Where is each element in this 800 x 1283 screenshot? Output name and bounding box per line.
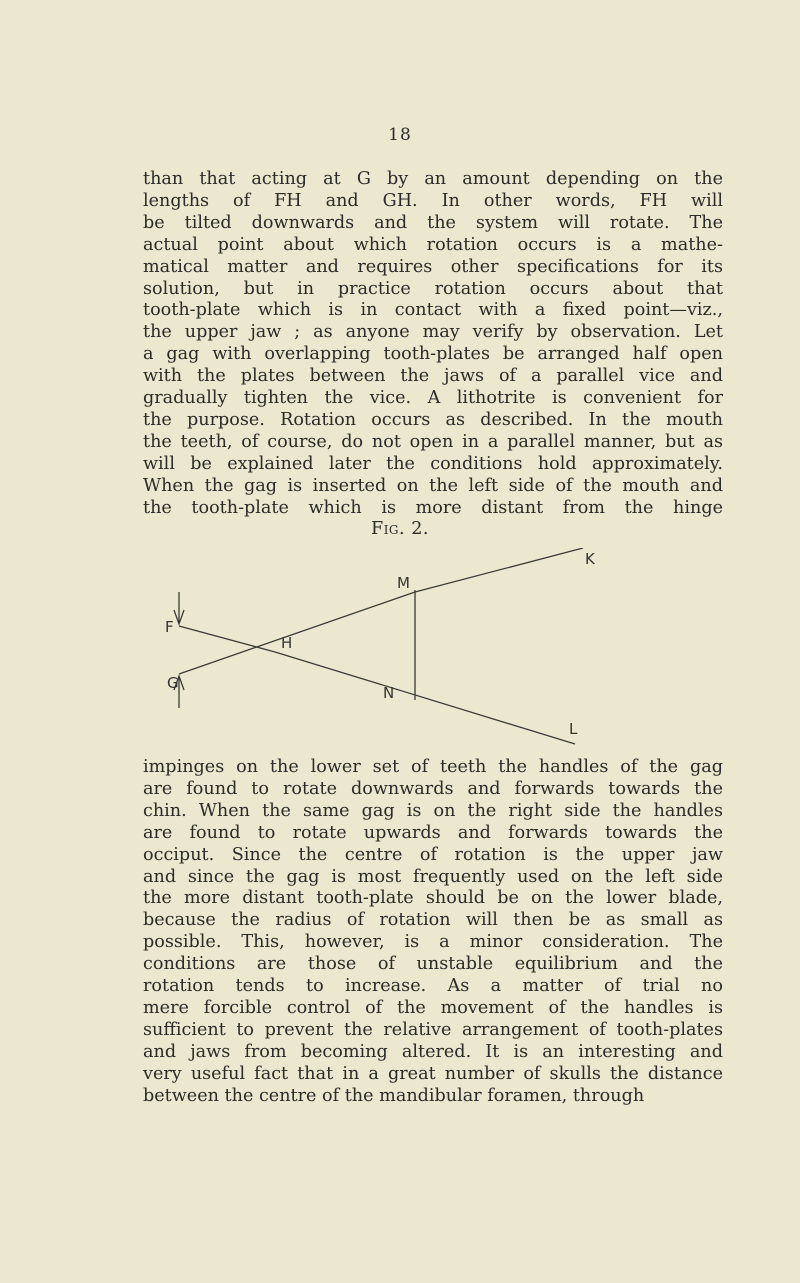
figure-caption xyxy=(0,519,800,539)
text-line: When the gag is inserted on the left side of the mouth and xyxy=(143,475,723,496)
text-line: rotation tends to increase. As a matter of trial no xyxy=(143,976,723,997)
figure-caption-prefix: Fig xyxy=(370,519,400,539)
text-line: sufficient to prevent the relative arrangement of tooth-plates xyxy=(143,1019,723,1040)
line-mk xyxy=(415,548,583,592)
text-line: occiput. Since the centre of rotation is the upper jaw xyxy=(143,844,723,865)
text-line: mere forcible control of the movement of the handles is xyxy=(143,997,723,1018)
text-line: tooth-plate which is in contact with a fixed point—viz., xyxy=(143,300,723,321)
text-line: conditions are those of unstable equilibrium and the xyxy=(143,954,723,975)
text-line: the upper jaw ; as anyone may verify by observation. Let xyxy=(143,322,723,343)
text-line: possible. This, however, is a minor consideration. The xyxy=(143,932,723,953)
text-line: be tilted downwards and the system will rotate. The xyxy=(143,212,723,233)
label-f: F xyxy=(165,618,174,636)
text-line: matical matter and requires other specifications for its xyxy=(143,256,723,277)
text-line: actual point about which rotation occurs is a mathe- xyxy=(143,234,723,255)
text-line: than that acting at G by an amount depending on the xyxy=(143,169,723,189)
text-line: the more distant tooth-plate should be on the lower blade, xyxy=(143,888,723,909)
text-line: and since the gag is most frequently used on the left side xyxy=(143,866,723,887)
text-line: between the centre of the mandibular foramen, through xyxy=(143,1085,645,1106)
text-line: a gag with overlapping tooth-plates be arranged half open xyxy=(143,344,723,365)
text-line: with the plates between the jaws of a parallel vice and xyxy=(143,366,723,387)
label-l: L xyxy=(569,720,578,738)
text-line: gradually tighten the vice. A lithotrite is convenient for xyxy=(143,388,723,409)
figure-caption-number: . 2. xyxy=(399,519,430,539)
text-line: and jaws from becoming altered. It is an interesting and xyxy=(143,1041,723,1062)
text-line: the purpose. Rotation occurs as described. In the mouth xyxy=(143,409,723,430)
line-gm xyxy=(179,592,415,674)
page-number: 18 xyxy=(388,125,412,145)
line-fh xyxy=(179,626,275,652)
label-m: M xyxy=(397,574,410,592)
text-line: will be explained later the conditions hold approximately. xyxy=(143,453,723,474)
text-line: are found to rotate upwards and forwards towards the xyxy=(143,822,723,843)
figure-2-diagram xyxy=(165,548,615,748)
paragraph-2 xyxy=(143,757,723,1108)
paragraph-1 xyxy=(143,169,723,520)
text-line: because the radius of rotation will then be as small as xyxy=(143,910,723,931)
label-k: K xyxy=(585,550,595,568)
label-n: N xyxy=(383,684,395,702)
text-line: are found to rotate downwards and forwards towards the xyxy=(143,778,723,799)
text-line: solution, but in practice rotation occurs about that xyxy=(143,278,723,299)
line-hl xyxy=(275,652,575,744)
label-h: H xyxy=(281,634,293,652)
text-line: the tooth-plate which is more distant from the hinge xyxy=(143,497,723,518)
text-line: chin. When the same gag is on the right side the handles xyxy=(143,800,723,821)
text-line: lengths of FH and GH. In other words, FH will xyxy=(143,190,723,211)
text-line: very useful fact that in a great number of skulls the distance xyxy=(143,1063,723,1084)
label-g: G xyxy=(167,674,179,692)
text-line: impinges on the lower set of teeth the handles of the gag xyxy=(143,757,723,777)
text-line: the teeth, of course, do not open in a parallel manner, but as xyxy=(143,431,723,452)
